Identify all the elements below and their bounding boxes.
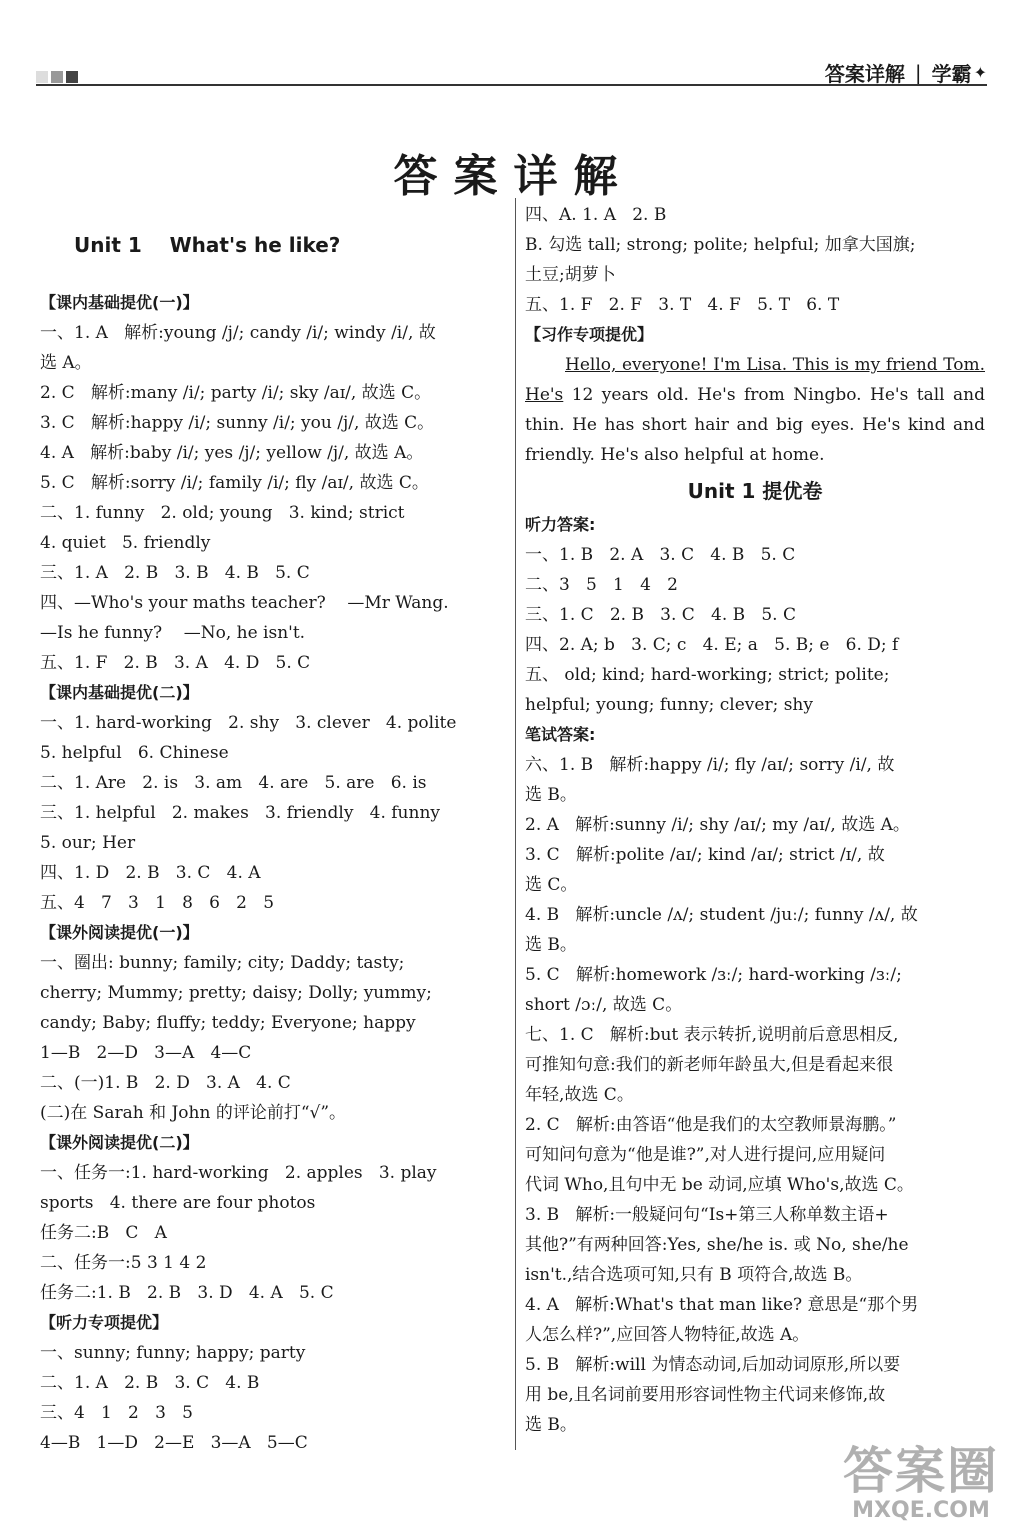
answer-line: 五、 old; kind; hard-working; strict; polite; [525, 665, 890, 685]
right-bottom-lines [525, 510, 985, 1440]
answer-line: 3. C 解析:happy /i/; sunny /i/; you /j/, 故选 C。 [40, 413, 435, 433]
answer-line: 4. A 解析:baby /i/; yes /j/; yellow /j/, 故选 A。 [40, 443, 424, 463]
answer-line: 五、1. F 2. F 3. T 4. F 5. T 6. T [525, 295, 840, 315]
page-title: 答案详解 [393, 151, 634, 202]
answer-line: 二、1. A 2. B 3. C 4. B [40, 1373, 260, 1393]
answer-line: 可推知句意:我们的新老师年龄虽大,但是看起来很 [525, 1055, 894, 1075]
section-heading: 【课外阅读提优(一)】 [40, 923, 199, 942]
answer-line: 二、任务一:5 3 1 4 2 [40, 1253, 207, 1273]
answer-line: 三、1. A 2. B 3. B 4. B 5. C [40, 563, 310, 583]
essay-underlined: Hello, everyone! I'm Lisa. This is my friend Tom. He's [525, 355, 985, 405]
answer-line: 一、1. A 解析:young /j/; candy /i/; windy /i/, 故 [40, 323, 436, 343]
section-heading: 听力答案: [525, 515, 596, 534]
answer-line: 2. C 解析:由答语“他是我们的太空教师景海鹏。” [525, 1115, 897, 1135]
answer-line: 1—B 2—D 3—A 4—C [40, 1043, 252, 1063]
section-heading: 【课内基础提优(二)】 [40, 683, 199, 702]
section-heading: 【课外阅读提优(二)】 [40, 1133, 199, 1152]
header-section-label: 答案详解 [824, 62, 905, 86]
watermark-url: MXQE.COM [852, 1498, 990, 1523]
answer-line: 代词 Who,且句中无 be 动词,应填 Who's,故选 C。 [525, 1175, 914, 1195]
answer-line: 4. quiet 5. friendly [40, 533, 211, 553]
essay-answer [525, 350, 985, 470]
answer-line: 3. C 解析:polite /aɪ/; kind /aɪ/; strict /ɪ/, 故 [525, 845, 885, 865]
answer-line: 4. B 解析:uncle /ʌ/; student /juː/; funny /ʌ/, 故 [525, 905, 918, 925]
header-mark-2 [51, 71, 63, 83]
answer-line: 一、sunny; funny; happy; party [40, 1343, 306, 1363]
section-heading: 【听力专项提优】 [40, 1313, 169, 1332]
answer-line: 三、4 1 2 3 5 [40, 1403, 193, 1423]
answer-line: short /ɔː/, 故选 C。 [525, 995, 683, 1015]
answer-line: 2. C 解析:many /i/; party /i/; sky /aɪ/, 故选 C。 [40, 383, 432, 403]
answer-line: —Is he funny? —No, he isn't. [40, 623, 306, 643]
answer-line: 三、1. C 2. B 3. C 4. B 5. C [525, 605, 796, 625]
header-rule [36, 84, 987, 86]
answer-line: 5. C 解析:homework /ɜː/; hard-working /ɜː/; [525, 965, 902, 985]
answer-line: B. 勾选 tall; strong; polite; helpful; 加拿大国旗; [525, 235, 916, 255]
answer-line: 人怎么样?”,应回答人物特征,故选 A。 [525, 1325, 810, 1345]
answer-line: sports 4. there are four photos [40, 1193, 316, 1213]
answer-line: 一、1. hard-working 2. shy 3. clever 4. polite [40, 713, 457, 733]
answer-line: 选 B。 [525, 785, 577, 805]
answer-line: 六、1. B 解析:happy /i/; fly /aɪ/; sorry /i/, 故 [525, 755, 895, 775]
answer-line: helpful; young; funny; clever; shy [525, 695, 813, 715]
header-mark-1 [36, 71, 48, 83]
answer-line: 一、圈出: bunny; family; city; Daddy; tasty; [40, 953, 405, 973]
answer-line: 选 A。 [40, 353, 92, 373]
answer-line: 3. B 解析:一般疑问句“Is+第三人称单数主语+ [525, 1205, 889, 1225]
right-top-lines [525, 200, 985, 350]
header-mark-3 [66, 71, 78, 83]
answer-line: 四、A. 1. A 2. B [525, 205, 667, 225]
answer-line: candy; Baby; fluffy; teddy; Everyone; happy [40, 1013, 416, 1033]
header-separator: | [914, 60, 922, 85]
graduation-cap-icon: ✦ [973, 63, 987, 82]
answer-line: 四、2. A; b 3. C; c 4. E; a 5. B; e 6. D; f [525, 635, 899, 655]
answer-line: 三、1. helpful 2. makes 3. friendly 4. funny [40, 803, 441, 823]
answer-line: 用 be,且名词前要用形容词性物主代词来修饰,故 [525, 1385, 886, 1405]
answer-line: 七、1. C 解析:but 表示转折,说明前后意思相反, [525, 1025, 899, 1045]
column-divider [515, 198, 516, 1450]
answer-line: 二、(一)1. B 2. D 3. A 4. C [40, 1073, 291, 1093]
answer-line: 二、1. Are 2. is 3. am 4. are 5. are 6. is [40, 773, 427, 793]
answer-line: 2. A 解析:sunny /i/; shy /aɪ/; my /aɪ/, 故选 A。 [525, 815, 910, 835]
answer-line: 可知问句意为“他是谁?”,对人进行提问,应用疑问 [525, 1145, 886, 1165]
answer-line: 选 B。 [525, 935, 577, 955]
answer-line: 选 C。 [525, 875, 578, 895]
page-header [36, 56, 987, 86]
answer-line: 5. C 解析:sorry /i/; family /i/; fly /aɪ/, 故选 C。 [40, 473, 429, 493]
answer-line: 4—B 1—D 2—E 3—A 5—C [40, 1433, 308, 1453]
answer-line: 4. A 解析:What's that man like? 意思是“那个男 [525, 1295, 919, 1315]
answer-line: 5. B 解析:will 为情态动词,后加动词原形,所以要 [525, 1355, 901, 1375]
answer-line: 二、3 5 1 4 2 [525, 575, 678, 595]
answer-line: 其他?”有两种回答:Yes, she/he is. 或 No, she/he [525, 1235, 909, 1255]
answer-line: 土豆;胡萝卜 [525, 265, 616, 285]
unit-title: Unit 1 What's he like? [74, 233, 341, 257]
section-heading: 笔试答案: [525, 725, 596, 744]
answer-line: 五、4 7 3 1 8 6 2 5 [40, 893, 275, 913]
answer-line: 四、—Who's your maths teacher? —Mr Wang. [40, 593, 449, 613]
right-column [525, 200, 985, 1440]
brand-logo-text: 学霸 [931, 62, 972, 86]
answer-line: 选 B。 [525, 1415, 577, 1435]
answer-line: 二、1. funny 2. old; young 3. kind; strict [40, 503, 405, 523]
answer-line: 5. helpful 6. Chinese [40, 743, 229, 763]
answer-line: (二)在 Sarah 和 John 的评论前打“√”。 [40, 1103, 347, 1123]
answer-line: 5. our; Her [40, 833, 136, 853]
answer-line: cherry; Mummy; pretty; daisy; Dolly; yummy; [40, 983, 432, 1003]
left-column [40, 228, 502, 1458]
answer-line: 任务二:B C A [40, 1223, 167, 1243]
watermark-logo-text: 答案圈 [843, 1442, 999, 1500]
watermark [843, 1442, 999, 1523]
essay-rest: 12 years old. He's from Ningbo. He's tall and thin. He has short hair and big eyes. He's kind and friendly. He's also helpful at home. [525, 385, 985, 465]
answer-line: 五、1. F 2. B 3. A 4. D 5. C [40, 653, 311, 673]
unit-test-title: Unit 1 提优卷 [687, 479, 823, 503]
answer-line: 年轻,故选 C。 [525, 1085, 634, 1105]
answer-line: 一、1. B 2. A 3. C 4. B 5. C [525, 545, 796, 565]
answer-line: 四、1. D 2. B 3. C 4. A [40, 863, 261, 883]
section-heading: 【课内基础提优(一)】 [40, 293, 199, 312]
answer-line: 一、任务一:1. hard-working 2. apples 3. play [40, 1163, 437, 1183]
left-answer-lines [40, 288, 502, 1458]
header-brand [825, 58, 987, 87]
answer-line: isn't.,结合选项可知,只有 B 项符合,故选 B。 [525, 1265, 863, 1285]
answer-line: 任务二:1. B 2. B 3. D 4. A 5. C [40, 1283, 334, 1303]
section-heading: 【习作专项提优】 [525, 325, 654, 344]
